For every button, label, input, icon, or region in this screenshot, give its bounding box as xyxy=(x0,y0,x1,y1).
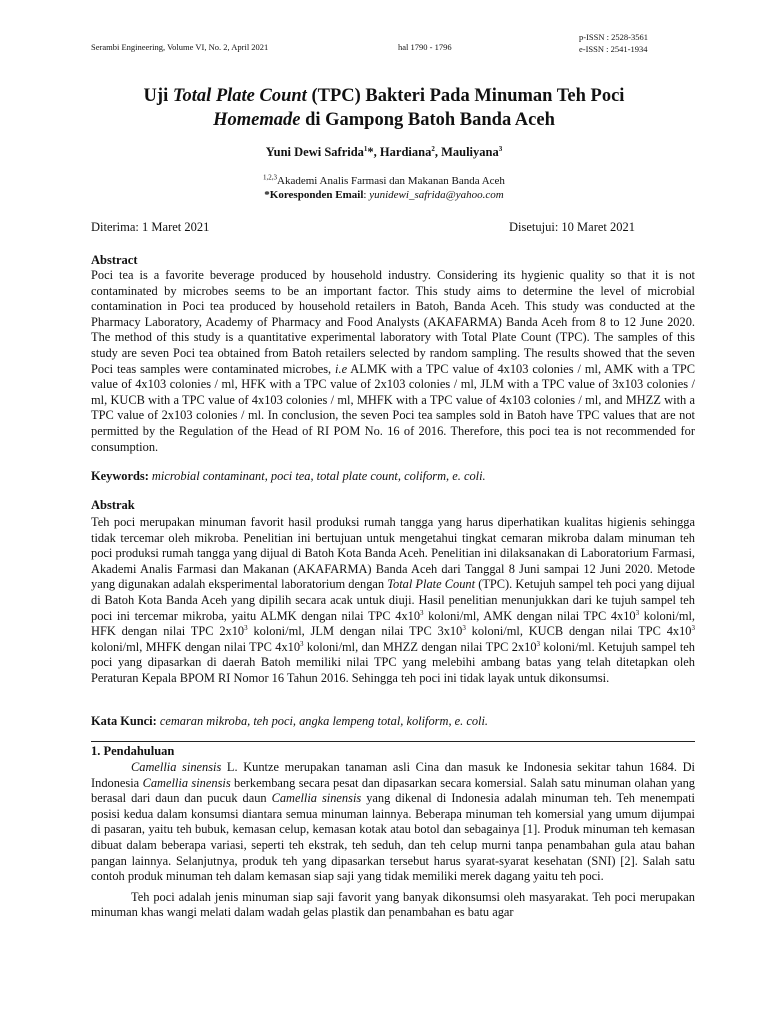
section-divider xyxy=(91,741,695,742)
section-heading-pendahuluan: 1. Pendahuluan xyxy=(91,744,175,758)
p-issn: p-ISSN : 2528-3561 xyxy=(579,32,648,42)
abstrak-text: Teh poci merupakan minuman favorit hasil produksi rumah tangga yang harus diperhatikan kualitas higienis sehingga tidak tercemar oleh mikroba. Penelitian ini bertujuan untuk mengetahui tingkat cemaran mikroba dalam minuman teh poci produksi rumah tangga yang dijual di Batoh Kota Banda Aceh. Penelitian ini dilaksanakan di Laboratorium Farmasi, Akademi Analis Farmasi dan Makanan (AKAFARMA) Banda Aceh dari Tanggal 8 Juni sampai 12 Juni 2020. Metode yang digunakan adalah eksperimental laboratorium dengan Total Plate Count (TPC). Ketujuh sampel teh poci yang dijual di Batoh Kota Banda Aceh yang dipilih secara acak untuk diuji. Hasil penelitian menunjukkan dari ke tujuh sampel teh poci ini tercemar mikroba, yaitu ALMK dengan nilai TPC $4x10^3$ koloni/ml, AMK dengan nilai TPC $4x10^3$ koloni/ml, HFK dengan nilai TPC $2x10^3$ koloni/ml, JLM dengan nilai TPC $3x10^3$ koloni/ml, KUCB dengan nilai TPC $4x10^3$ koloni/ml, MHFK dengan nilai TPC $4x10^3$ koloni/ml, dan MHZZ dengan nilai TPC $2x10^3$ koloni/ml. Ketujuh sampel teh poci yang dipasarkan di daerah Batoh memiliki nilai TPC yang melebihi ambang batas yang telah ditetapkan oleh Peraturan Kepala BPOM RI Nomor 16 Tahun 2016. Sehingga teh poci ini tidak layak untuk dikonsumsi. xyxy=(91,515,696,685)
abstract-heading: Abstract xyxy=(91,253,138,267)
kata-kunci: Kata Kunci: cemaran mikroba, teh poci, angka lempeng total, koliform, e. coli. xyxy=(91,714,489,728)
affiliation: $^{1,2,3}$Akademi Analis Farmasi dan Makanan Banda Aceh *Koresponden Email: yunidewi_safrida@yahoo.com xyxy=(60,174,708,202)
accepted-date: Disetujui: 10 Maret 2021 xyxy=(509,220,636,234)
e-issn: e-ISSN : 2541-1934 xyxy=(579,44,648,54)
keywords: Keywords: microbial contaminant, poci tea, total plate count, coliform, e. coli. xyxy=(91,469,486,483)
intro-paragraph-1: Camellia sinensis L. Kuntze merupakan tanaman asli Cina dan masuk ke Indonesia sekitar tahun 1684. Di Indonesia Camellia sinensis berkembang secara pesat dan dipasarkan secara komersial. Salah satu minuman olahan yang berasal dari daun dan pucuk daun Camellia sinensis yang dikenal di Indonesia adalah minuman teh. Teh menempati posisi kedua dalam konsumsi diantara semua minuman lainnya. Beberapa minuman teh komersial yang umum dijumpai di pasaran, yaitu teh bubuk, kemasan celup, kemasan kotak atau botol dan sebagainya [1]. Produk minuman teh kemasan dibuat dalam beberapa variasi, seperti teh ekstrak, teh seduh, dan teh celup murni tanpa penambahan gula atau bahan pangan lainnya. Selanjutnya, produk teh yang dipasarkan tersebut harus syarat-syarat kesehatan (SNI) [2]. Salah satu contoh produk minuman teh dalam kemasan siap saji yang tidak memiliki merek dagang yaitu teh poci. xyxy=(91,760,695,884)
journal-citation: Serambi Engineering, Volume VI, No. 2, April 2021 xyxy=(91,42,269,52)
received-date: Diterima: 1 Maret 2021 xyxy=(91,220,210,234)
issn-block xyxy=(579,31,648,55)
paper-title: Uji Total Plate Count (TPC) Bakteri Pada Minuman Teh Poci Homemade di Gampong Batoh Banda Aceh xyxy=(143,86,625,130)
abstract-text: Poci tea is a favorite beverage produced by household industry. Considering its hygienic quality so that it is not contaminated by microbes seems to be an important factor. This study aims to determine the level of microbial contamination in Poci tea produced by household retailers in Batoh, Banda Aceh. This study was conducted at the Pharmacy Laboratory, Academy of Pharmacy and Food Analysts (AKAFARMA) Banda Aceh from 8 to 12 June 2020. The method of this study is a quantitative experimental laboratory with Total Plate Count (TPC). The samples of this study are seven Poci tea obtained from Batoh retailers selected by random sampling. The results showed that the seven Poci teas samples were contaminated microbes, i.e ALMK with a TPC value of 4x103 colonies / ml, AMK with a TPC value of 4x103 colonies / ml, HFK with a TPC value of 2x103 colonies / ml, JLM with a TPC value of 3x103 colonies / ml, KUCB with a TPC value of 4x103 colonies / ml, MHFK with a TPC value of 4x103 colonies / ml, and MHZZ with a TPC value of 2x103 colonies / ml. In conclusion, the seven Poci tea samples sold in Batoh have TPC values that are not permitted by the Regulation of the Head of RI POM No. 16 of 2016. Therefore, this poci tea is not recommended for consumption. xyxy=(91,268,695,454)
corresponding-email: *Koresponden Email: yunidewi_safrida@yahoo.com xyxy=(264,189,504,201)
author-1: Yuni Dewi Safrida xyxy=(265,145,364,159)
author-2: Hardiana xyxy=(379,145,432,159)
intro-text xyxy=(91,760,695,921)
page-range: hal 1790 - 1796 xyxy=(398,42,452,52)
abstrak-heading: Abstrak xyxy=(91,498,135,512)
intro-paragraph-2: Teh poci adalah jenis minuman siap saji favorit yang banyak dikonsumsi oleh masyarakat. Teh poci merupakan minuman khas wangi melati dalam wadah gelas plastik dan penambahan es batu agar xyxy=(91,889,695,920)
author-3: Mauliyana xyxy=(441,145,499,159)
author-list: Yuni Dewi Safrida$^1$*, Hardiana$^2$, Mauliyana$^3$ xyxy=(265,144,503,159)
